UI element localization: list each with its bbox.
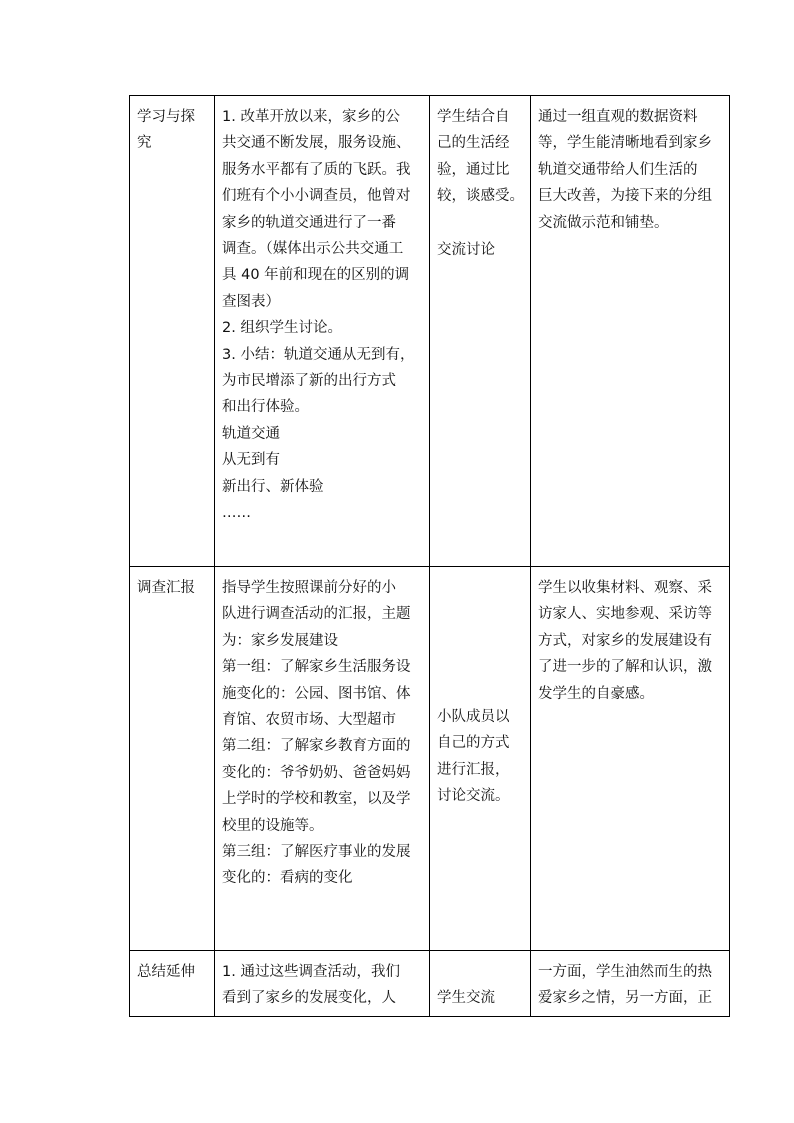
table-row (130, 951, 730, 1017)
student-activity-cell: 学生结合自 己的生活经 验，通过比 较，谈感受。 交流讨论 (430, 96, 531, 567)
table-row (130, 567, 730, 951)
student-activity-cell: 学生交流 (430, 951, 531, 1017)
section-cell: 总结延伸 (130, 951, 215, 1017)
student-activity-cell: 小队成员以 自己的方式 进行汇报， 讨论交流。 (430, 567, 531, 951)
section-cell: 调查汇报 (130, 567, 215, 951)
design-intent-cell: 学生以收集材料、观察、采 访家人、实地参观、采访等 方式，对家乡的发展建设有 了进一步的了解和认识，激 发学生的自豪感。 (531, 567, 730, 951)
section-cell: 学习与探 究 (130, 96, 215, 567)
lesson-plan-table (129, 95, 730, 1017)
table-row (130, 96, 730, 567)
design-intent-cell: 一方面，学生油然而生的热 爱家乡之情，另一方面，正 (531, 951, 730, 1017)
teacher-activity-cell: 指导学生按照课前分好的小 队进行调查活动的汇报，主题 为：家乡发展建设 第一组：了解家乡生活服务设 施变化的：公园、图书馆、体 育馆、农贸市场、大型超市 第二组：了解家乡教育方面的 变化的：爷爷奶奶、爸爸妈妈 上学时的学校和教室，以及学 校里的设施等。 第三组：了解医疗事业的发展 变化的：看病的变化 (215, 567, 430, 951)
design-intent-cell: 通过一组直观的数据资料 等，学生能清晰地看到家乡 轨道交通带给人们生活的 巨大改善，为接下来的分组 交流做示范和铺垫。 (531, 96, 730, 567)
teacher-activity-cell: 1. 改革开放以来，家乡的公 共交通不断发展，服务设施、 服务水平都有了质的飞跃。我 们班有个小小调查员，他曾对 家乡的轨道交通进行了一番 调查。（媒体出示公共交通工 具 40 年前和现在的区别的调 查图表） 2. 组织学生讨论。 3. 小结：轨道交通从无到有， 为市民增添了新的出行方式 和出行体验。 轨道交通 从无到有 新出行、新体验 …… (215, 96, 430, 567)
teacher-activity-cell: 1. 通过这些调查活动，我们 看到了家乡的发展变化，人 (215, 951, 430, 1017)
